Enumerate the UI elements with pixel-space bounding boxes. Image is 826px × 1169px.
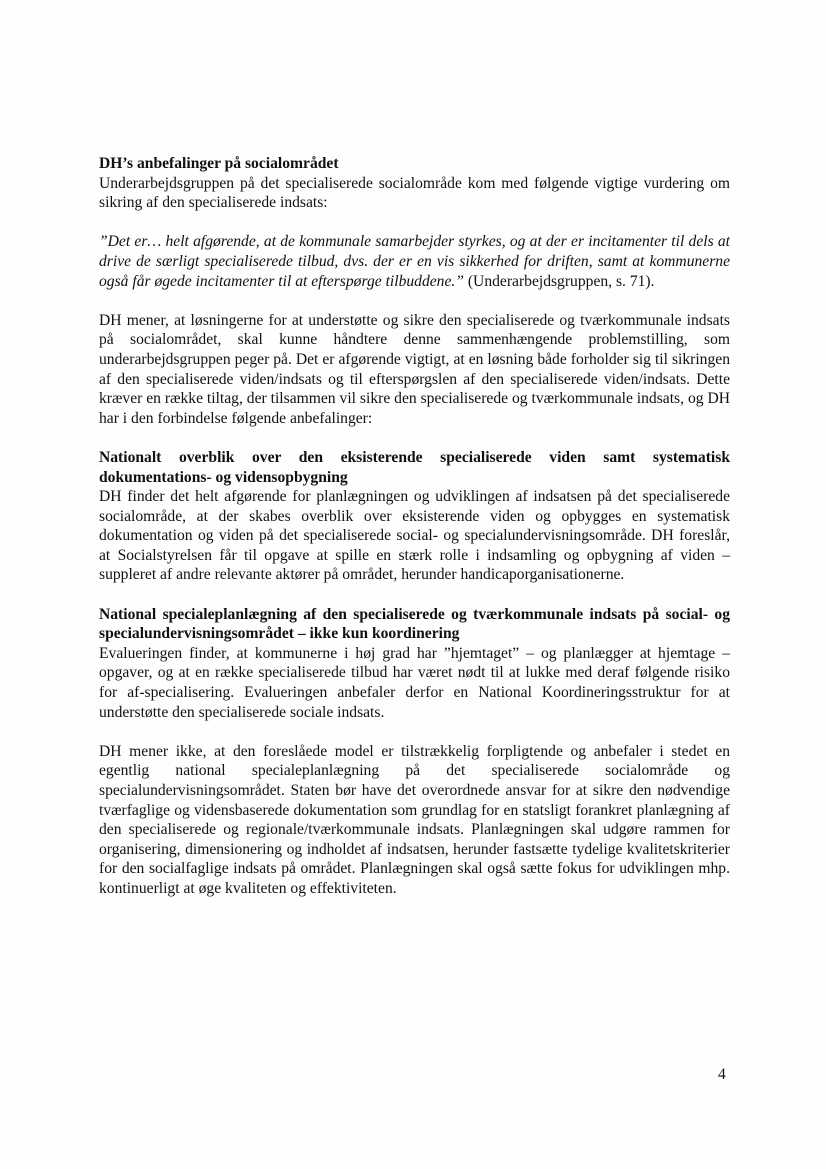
spacer	[99, 428, 730, 448]
quote-source: (Underarbejdsgruppen, s. 71).	[463, 272, 655, 290]
section2-title: National specialeplanlægning af den specialiserede og tværkommunale indsats på social- og specialundervisningsområdet – ikke kun koordinering	[99, 605, 730, 643]
spacer	[99, 722, 730, 742]
section1-body: DH finder det helt afgørende for planlægningen og udviklingen af indsatsen på det specialiserede socialområde, at der skabes overblik over eksisterende viden og opbygges en systematisk dokumentation og viden på det specialiserede social- og specialundervisningsområde. DH foreslår, at Socialstyrelsen får til opgave at spille en stærk rolle i indsamling og opbygning af viden – suppleret af andre relevante aktører på området, herunder handicaporganisationerne.	[99, 488, 730, 584]
quote-paragraph	[99, 232, 730, 291]
page-content	[99, 154, 730, 899]
spacer	[99, 585, 730, 605]
section1-title: Nationalt overblik over den eksisterende specialiserede viden samt systematisk dokumentations- og vidensopbygning	[99, 448, 730, 486]
section2-body: Evalueringen finder, at kommunerne i høj grad har ”hjemtaget” – og planlægger at hjemtage – opgaver, og at en række specialiserede tilbud har været nødt til at lukke med deraf følgende risiko for af-specialisering. Evalueringen anbefaler derfor en National Koordineringsstruktur for at understøtte den specialiserede sociale indsats.	[99, 644, 730, 721]
spacer	[99, 213, 730, 233]
quote-text: ”Det er… helt afgørende, at de kommunale samarbejder styrkes, og at der er incitamenter til dels at drive de særligt specialiserede tilbud, dvs. der er en vis sikkerhed for driften, samt at kommunerne også får øgede incitamenter til at efterspørge tilbuddene.”	[99, 233, 730, 290]
page-number: 4	[718, 1066, 726, 1083]
section2-body2: DH mener ikke, at den foreslåede model er tilstrækkelig forpligtende og anbefaler i stedet en egentlig national specialeplanlægning på det specialiserede socialområde og specialundervisningsområdet. Staten bør have det overordnede ansvar for at sikre den nødvendige tværfaglige og vidensbaserede dokumentation som grundlag for en statsligt forankret planlægning af den specialiserede og regionale/tværkommunale indsats. Planlægningen skal udgøre rammen for organisering, dimensionering og indholdet af indsatsen, herunder fastsætte tydelige kvalitetskriterier for den socialfaglige indsats på området. Planlægningen skal også sætte fokus for udviklingen mhp. kontinuerligt at øge kvaliteten og effektiviteten.	[99, 742, 730, 897]
spacer	[99, 291, 730, 311]
intro-paragraph: Underarbejdsgruppen på det specialiserede socialområde kom med følgende vigtige vurdering om sikring af den specialiserede indsats:	[99, 174, 730, 212]
page-heading: DH’s anbefalinger på socialområdet	[99, 155, 339, 172]
dh-mener-paragraph: DH mener, at løsningerne for at understøtte og sikre den specialiserede og tværkommunale indsats på socialområdet, skal kunne håndtere denne sammenhængende problemstilling, som underarbejdsgruppen peger på. Det er afgørende vigtigt, at en løsning både forholder sig til sikringen af den specialiserede viden/indsats og til efterspørgslen af den specialiserede viden/indsats. Dette kræver en række tiltag, der tilsammen vil sikre den specialiserede og tværkommunale indsats, og DH har i den forbindelse følgende anbefalinger:	[99, 311, 730, 427]
